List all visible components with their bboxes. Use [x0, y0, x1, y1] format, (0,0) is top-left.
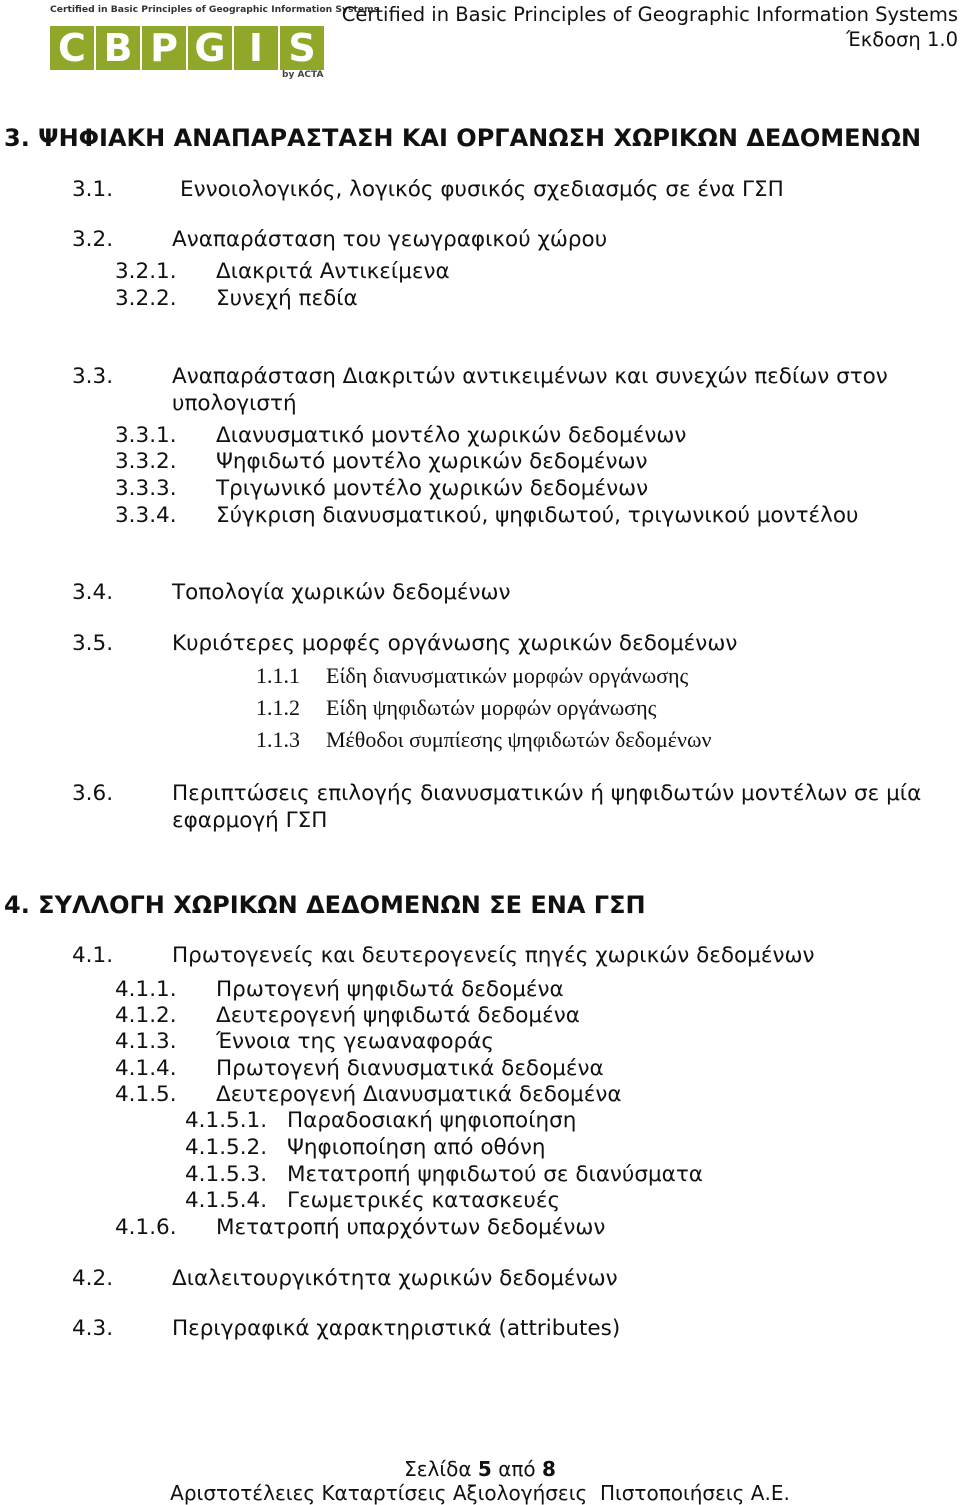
toc-item-text: Πρωτογενείς και δευτερογενείς πηγές χωρικών δεδομένων: [172, 943, 815, 968]
toc-num: 4.1.5.2.: [185, 1135, 268, 1160]
toc-num: 3.2.2.: [115, 286, 177, 311]
toc-num: 3.3.2.: [115, 449, 177, 474]
toc-item-text: Διανυσματικό μοντέλο χωρικών δεδομένων: [216, 423, 687, 448]
toc-item-text: Συνεχή πεδία: [216, 286, 358, 311]
toc-num: 4.1.: [72, 943, 114, 968]
logo-letter-b: B: [96, 26, 140, 70]
section-4-heading: 4. ΣΥΛΛΟΓΗ ΧΩΡΙΚΩΝ ΔΕΔΟΜΕΝΩΝ ΣΕ ΕΝΑ ΓΣΠ: [4, 891, 646, 919]
toc-item-text: Κυριότερες μορφές οργάνωσης χωρικών δεδομένων: [172, 631, 738, 656]
footer-company: Αριστοτέλειες Καταρτίσεις Αξιολογήσεις Πιστοποιήσεις Α.Ε.: [170, 1481, 790, 1505]
toc-num: 3.5.: [72, 631, 114, 656]
header-title: Certified in Basic Principles of Geographic Information Systems: [341, 3, 958, 26]
toc-num: 3.3.4.: [115, 503, 177, 528]
toc-item-text: Μετατροπή υπαρχόντων δεδομένων: [216, 1215, 606, 1240]
toc-item-text-cont: υπολογιστή: [172, 391, 297, 416]
header-edition: Έκδοση 1.0: [846, 28, 958, 51]
logo-letter-i: I: [234, 26, 278, 70]
toc-item-text: Περιγραφικά χαρακτηριστικά (attributes): [172, 1316, 621, 1341]
toc-item-text: Ψηφιοποίηση από οθόνη: [287, 1135, 546, 1160]
toc-item-text: Πρωτογενή διανυσματικά δεδομένα: [216, 1056, 604, 1081]
toc-item-text: Μετατροπή ψηφιδωτού σε διανύσματα: [287, 1162, 703, 1187]
toc-item-text: Δευτερογενή Διανυσματικά δεδομένα: [216, 1082, 622, 1107]
toc-item-text: Παραδοσιακή ψηφιοποίηση: [287, 1108, 577, 1133]
toc-num: 3.3.3.: [115, 476, 177, 501]
section-3-heading: 3. ΨΗΦΙΑΚΗ ΑΝΑΠΑΡΑΣΤΑΣΗ ΚΑΙ ΟΡΓΑΝΩΣΗ ΧΩΡΙΚΩΝ ΔΕΔΟΜΕΝΩΝ: [4, 124, 922, 152]
page-word: Σελίδα: [404, 1457, 472, 1481]
page-current: 5: [477, 1457, 492, 1481]
of-word: από: [498, 1457, 536, 1481]
logo: [50, 4, 380, 80]
toc-item-text: Είδη ψηφιδωτών μορφών οργάνωσης: [326, 695, 657, 720]
toc-item-text-cont: εφαρμογή ΓΣΠ: [172, 808, 328, 833]
toc-num: 4.1.3.: [115, 1029, 177, 1054]
logo-tagline: Certified in Basic Principles of Geographic Information Systems: [50, 4, 380, 15]
toc-item-text: Πρωτογενή ψηφιδωτά δεδομένα: [216, 977, 564, 1002]
toc-item-text: Διαλειτουργικότητα χωρικών δεδομένων: [172, 1266, 618, 1291]
toc-num: 4.1.4.: [115, 1056, 177, 1081]
page-number: [0, 1457, 960, 1481]
toc-item-text: Μέθοδοι συμπίεσης ψηφιδωτών δεδομένων: [326, 727, 712, 752]
logo-letter-p: P: [142, 26, 186, 70]
toc-item-text: Διακριτά Αντικείμενα: [216, 259, 450, 284]
toc-num: 3.1.: [72, 177, 114, 202]
toc-item-text: Αναπαράσταση του γεωγραφικού χώρου: [172, 227, 608, 252]
toc-num: 4.1.5.4.: [185, 1188, 268, 1213]
toc-item-text: Τοπολογία χωρικών δεδομένων: [172, 580, 511, 605]
toc-num: 4.1.5.1.: [185, 1108, 268, 1133]
toc-num: 3.4.: [72, 580, 114, 605]
logo-letter-g: G: [188, 26, 232, 70]
toc-num: 4.1.5.: [115, 1082, 177, 1107]
toc-item-text: Είδη διανυσματικών μορφών οργάνωσης: [326, 663, 689, 688]
toc-item: [72, 176, 113, 203]
toc-num: 3.3.1.: [115, 423, 177, 448]
toc-num: 4.2.: [72, 1266, 114, 1291]
toc-item-text: Εννοιολογικός, λογικός φυσικός σχεδιασμός σε ένα ΓΣΠ: [180, 177, 784, 202]
toc-num: 4.1.1.: [115, 977, 177, 1002]
logo-by: by ACTA: [282, 70, 324, 80]
toc-item-text: Ψηφιδωτό μοντέλο χωρικών δεδομένων: [216, 449, 648, 474]
toc-item-text: Αναπαράσταση Διακριτών αντικειμένων και συνεχών πεδίων στον: [172, 364, 888, 389]
toc-num: 4.1.2.: [115, 1003, 177, 1028]
toc-num: 4.1.6.: [115, 1215, 177, 1240]
toc-num: 3.2.: [72, 227, 114, 252]
toc-item-text: Γεωμετρικές κατασκευές: [287, 1188, 561, 1213]
toc-num: 3.2.1.: [115, 259, 177, 284]
toc-num: 4.3.: [72, 1316, 114, 1341]
logo-letter-c: C: [50, 26, 94, 70]
toc-num: 1.1.1: [256, 663, 300, 688]
toc-item-text: Σύγκριση διανυσματικού, ψηφιδωτού, τριγωνικού μοντέλου: [216, 503, 859, 528]
toc-num: 3.3.: [72, 364, 114, 389]
toc-num: 4.1.5.3.: [185, 1162, 268, 1187]
toc-num: 3.6.: [72, 781, 114, 806]
page-total: 8: [542, 1457, 556, 1481]
toc-item-text: Περιπτώσεις επιλογής διανυσματικών ή ψηφιδωτών μοντέλων σε μία: [172, 781, 922, 806]
toc-num: 1.1.2: [256, 695, 300, 720]
toc-item-text: Δευτερογενή ψηφιδωτά δεδομένα: [216, 1003, 580, 1028]
toc-item-text: Έννοια της γεωαναφοράς: [216, 1029, 494, 1054]
toc-num: 1.1.3: [256, 727, 300, 752]
toc-item-text: Τριγωνικό μοντέλο χωρικών δεδομένων: [216, 476, 649, 501]
logo-letter-s: S: [280, 26, 324, 70]
